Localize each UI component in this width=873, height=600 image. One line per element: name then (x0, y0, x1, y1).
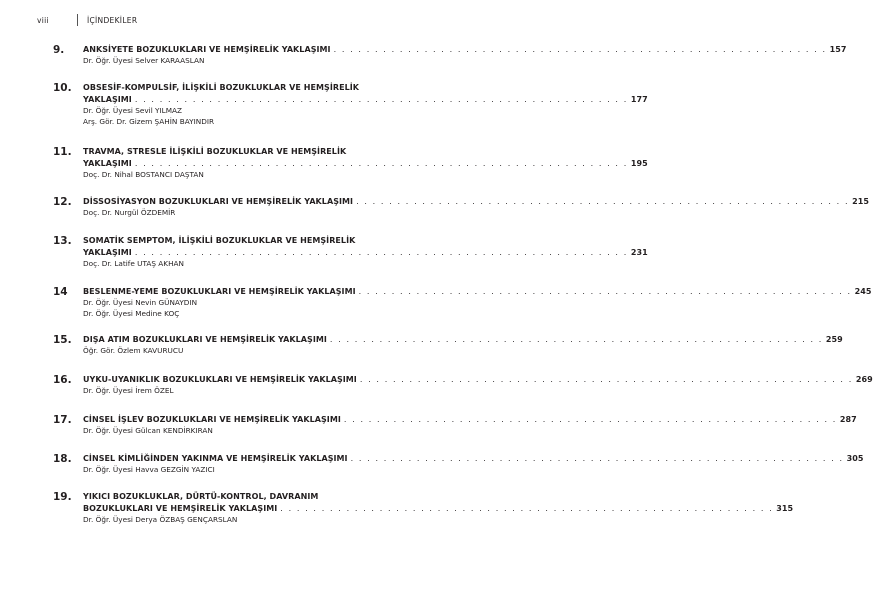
author-name: Dr. Öğr. Üyesi Medine KOÇ (83, 309, 180, 318)
author-name: Arş. Gör. Dr. Gizem ŞAHİN BAYINDIR (83, 117, 215, 126)
author-name: Doç. Dr. Nurgül ÖZDEMİR (83, 208, 176, 217)
chapter-number: 11. (53, 146, 72, 158)
chapter-title-line (83, 82, 398, 93)
chapter-number: 13. (53, 235, 72, 247)
chapter-title: SOMATİK SEMPTOM, İLİŞKİLİ BOZUKLUKLAR VE HEMŞİRELİK (83, 236, 356, 245)
chapter-number: 15. (53, 334, 72, 346)
chapter-number: 9. (53, 44, 65, 56)
chapter-title: BESLENME-YEME BOZUKLUKLARI VE HEMŞİRELİK YAKLAŞIMI (83, 287, 356, 296)
page-ref: 315 (776, 504, 794, 513)
dot-leader: . . . . . . . . . . . . . . . . . . . . . . . . . . . . . . . . . . . . . . . . . . . . . . . . . . . . . . . . . . . . (359, 375, 853, 384)
dot-leader: . . . . . . . . . . . . . . . . . . . . . . . . . . . . . . . . . . . . . . . . . . . . . . . . . . . . . . . . . . . . (333, 45, 827, 54)
chapter-title-line (83, 334, 843, 345)
dot-leader: . . . . . . . . . . . . . . . . . . . . . . . . . . . . . . . . . . . . . . . . . . . . . . . . . . . . . . . . . . . . (134, 159, 628, 168)
chapter-number: 10. (53, 82, 72, 94)
chapter-title-line (83, 44, 847, 55)
chapter-title: TRAVMA, STRESLE İLİŞKİLİ BOZUKLUKLAR VE HEMŞİRELİK (83, 147, 347, 156)
chapter-title: OBSESİF-KOMPULSİF, İLİŞKİLİ BOZUKLUKLAR VE HEMŞİRELİK (83, 83, 360, 92)
chapter-title: YAKLAŞIMI (83, 159, 132, 168)
page-ref: 195 (630, 159, 648, 168)
dot-leader: . . . . . . . . . . . . . . . . . . . . . . . . . . . . . . . . . . . . . . . . . . . . . . . . . . . . . . . . . . . . (134, 95, 628, 104)
page-ref: 269 (855, 375, 873, 384)
chapter-title: CİNSEL KİMLİĞİNDEN YAKINMA VE HEMŞİRELİK YAKLAŞIMI (83, 454, 348, 463)
chapter-title: YAKLAŞIMI (83, 248, 132, 257)
chapter-title-line (83, 196, 869, 207)
page-number: viii (37, 15, 49, 25)
chapter-title: YAKLAŞIMI (83, 95, 132, 104)
page-ref: 157 (829, 45, 847, 54)
chapter-title-line (83, 503, 794, 514)
page-ref: 305 (846, 454, 864, 463)
author-name: Dr. Öğr. Üyesi Nevin GÜNAYDIN (83, 298, 198, 307)
chapter-title-line (83, 374, 873, 385)
section-title: İÇİNDEKİLER (87, 15, 138, 25)
author-name: Doç. Dr. Nihal BOSTANCI DAŞTAN (83, 170, 204, 179)
dot-leader: . . . . . . . . . . . . . . . . . . . . . . . . . . . . . . . . . . . . . . . . . . . . . . . . . . . . . . . . . . . . (280, 504, 774, 513)
dot-leader: . . . . . . . . . . . . . . . . . . . . . . . . . . . . . . . . . . . . . . . . . . . . . . . . . . . . . . . . . . . . (358, 287, 852, 296)
page-ref: 259 (825, 335, 843, 344)
author-name: Dr. Öğr. Üyesi Gülcan KENDİRKIRAN (83, 426, 213, 435)
dot-leader: . . . . . . . . . . . . . . . . . . . . . . . . . . . . . . . . . . . . . . . . . . . . . . . . . . . . . . . . . . . . (134, 248, 628, 257)
chapter-title: BOZUKLUKLARI VE HEMŞİRELİK YAKLAŞIMI (83, 504, 278, 513)
chapter-title-line (83, 247, 648, 258)
page-ref: 215 (852, 197, 869, 206)
chapter-title: YIKICI BOZUKLUKLAR, DÜRTÜ-KONTROL, DAVRANIM (83, 492, 319, 501)
author-name: Öğr. Gör. Özlem KAVURUCU (83, 346, 184, 355)
chapter-title-line (83, 491, 398, 502)
chapter-title: DİSSOSİYASYON BOZUKLUKLARI VE HEMŞİRELİK YAKLAŞIMI (83, 197, 354, 206)
author-name: Dr. Öğr. Üyesi Sevil YILMAZ (83, 106, 183, 115)
chapter-number: 18. (53, 453, 72, 465)
dot-leader: . . . . . . . . . . . . . . . . . . . . . . . . . . . . . . . . . . . . . . . . . . . . . . . . . . . . . . . . . . . . (329, 335, 823, 344)
chapter-number: 12. (53, 196, 72, 208)
author-name: Dr. Öğr. Üyesi İrem ÖZEL (83, 386, 174, 395)
chapter-title-line (83, 158, 648, 169)
chapter-title: CİNSEL İŞLEV BOZUKLUKLARI VE HEMŞİRELİK YAKLAŞIMI (83, 415, 341, 424)
dot-leader: . . . . . . . . . . . . . . . . . . . . . . . . . . . . . . . . . . . . . . . . . . . . . . . . . . . . . . . . . . . . (350, 454, 844, 463)
page-ref: 245 (854, 287, 872, 296)
dot-leader: . . . . . . . . . . . . . . . . . . . . . . . . . . . . . . . . . . . . . . . . . . . . . . . . . . . . . . . . . . . . (356, 197, 850, 206)
chapter-title-line (83, 94, 648, 105)
chapter-title-line (83, 146, 398, 157)
page-ref: 231 (630, 248, 648, 257)
chapter-number: 17. (53, 414, 72, 426)
chapter-title: DIŞA ATIM BOZUKLUKLARI VE HEMŞİRELİK YAKLAŞIMI (83, 335, 327, 344)
chapter-number: 19. (53, 491, 72, 503)
page-ref: 177 (630, 95, 648, 104)
author-name: Dr. Öğr. Üyesi Havva GEZGİN YAZICI (83, 465, 215, 474)
author-name: Dr. Öğr. Üyesi Selver KARAASLAN (83, 56, 205, 65)
chapter-title: ANKSİYETE BOZUKLUKLARI VE HEMŞİRELİK YAKLAŞIMI (83, 45, 331, 54)
chapter-title-line (83, 286, 872, 297)
chapter-number: 16. (53, 374, 72, 386)
chapter-number: 14 (53, 286, 68, 298)
chapter-title-line (83, 453, 864, 464)
chapter-title-line (83, 235, 398, 246)
author-name: Dr. Öğr. Üyesi Derya ÖZBAŞ GENÇARSLAN (83, 515, 238, 524)
dot-leader: . . . . . . . . . . . . . . . . . . . . . . . . . . . . . . . . . . . . . . . . . . . . . . . . . . . . . . . . . . . . (343, 415, 837, 424)
chapter-title: UYKU-UYANIKLIK BOZUKLUKLARI VE HEMŞİRELİK YAKLAŞIMI (83, 375, 357, 384)
author-name: Doç. Dr. Latife UTAŞ AKHAN (83, 259, 185, 268)
header-divider (77, 14, 78, 26)
running-header (37, 12, 137, 28)
chapter-title-line (83, 414, 857, 425)
page-ref: 287 (839, 415, 857, 424)
